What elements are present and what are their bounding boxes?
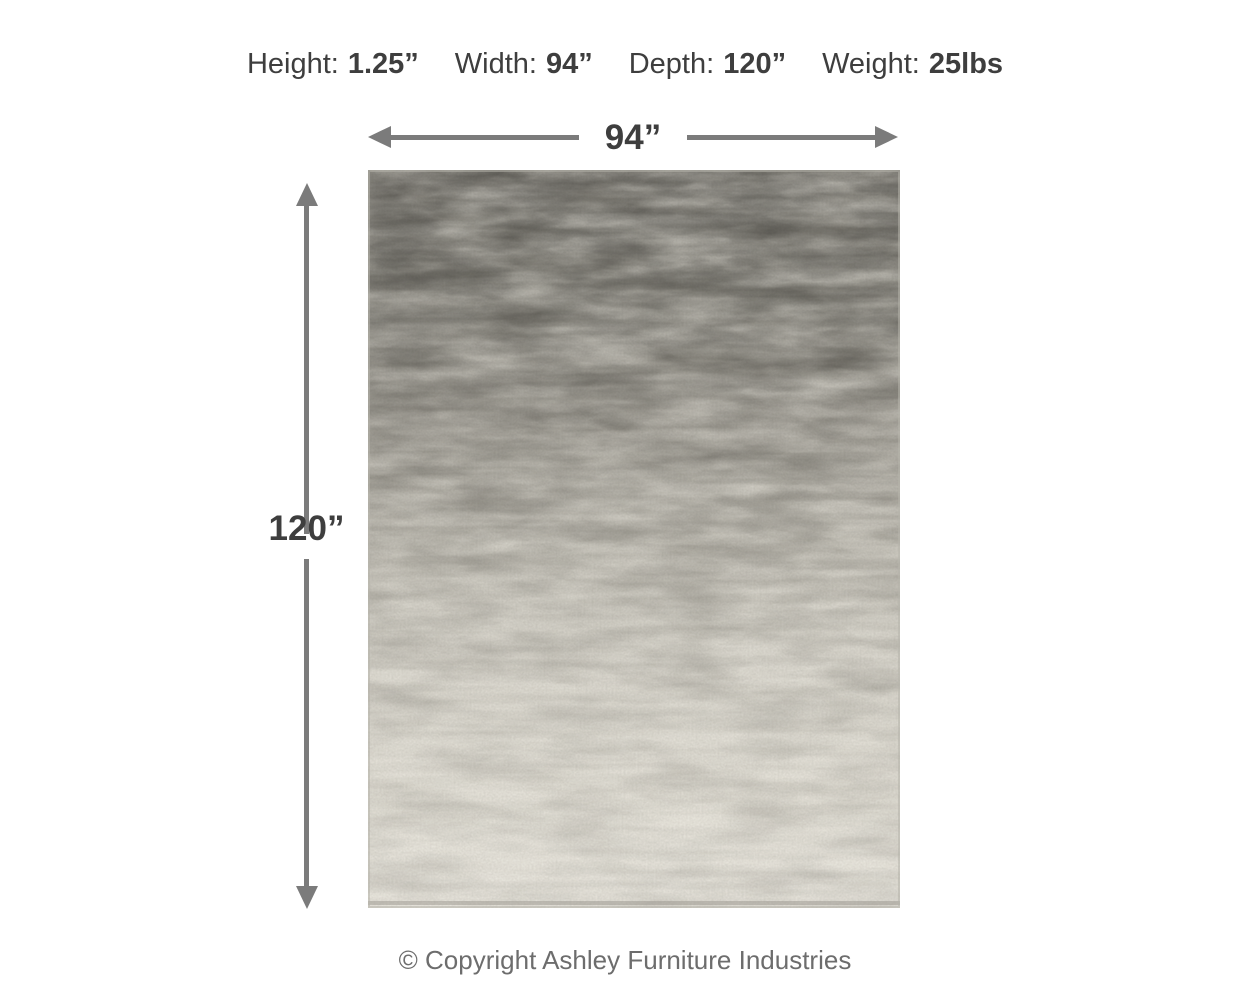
height-dimension-arrow	[246, 183, 367, 909]
arrowhead-right-icon	[875, 126, 898, 148]
spec-label: Weight:	[822, 48, 920, 80]
spec-value: 120”	[723, 48, 787, 80]
arrow-line	[304, 206, 309, 534]
height-dimension-label: 120”	[268, 508, 345, 548]
arrow-line	[687, 135, 875, 140]
rug-texture	[368, 170, 900, 908]
arrow-line	[391, 135, 579, 140]
spec-depth	[629, 46, 786, 82]
arrow-line	[304, 559, 309, 887]
spec-label: Depth:	[628, 48, 715, 80]
spec-label: Height:	[246, 48, 339, 80]
spec-height	[247, 46, 419, 82]
product-specs	[0, 46, 1250, 82]
width-dimension-label: 94”	[604, 117, 662, 157]
arrowhead-down-icon	[296, 886, 318, 909]
spec-value: 1.25”	[347, 48, 419, 80]
spec-weight	[822, 46, 1003, 82]
copyright-notice: © Copyright Ashley Furniture Industries	[398, 945, 852, 975]
rug-image	[368, 170, 900, 908]
width-dimension-arrow	[368, 116, 898, 158]
spec-label: Width:	[454, 48, 537, 80]
arrowhead-left-icon	[368, 126, 391, 148]
spec-value: 94”	[545, 48, 593, 80]
spec-value: 25lbs	[928, 48, 1004, 80]
arrowhead-up-icon	[296, 183, 318, 206]
spec-width	[455, 46, 593, 82]
